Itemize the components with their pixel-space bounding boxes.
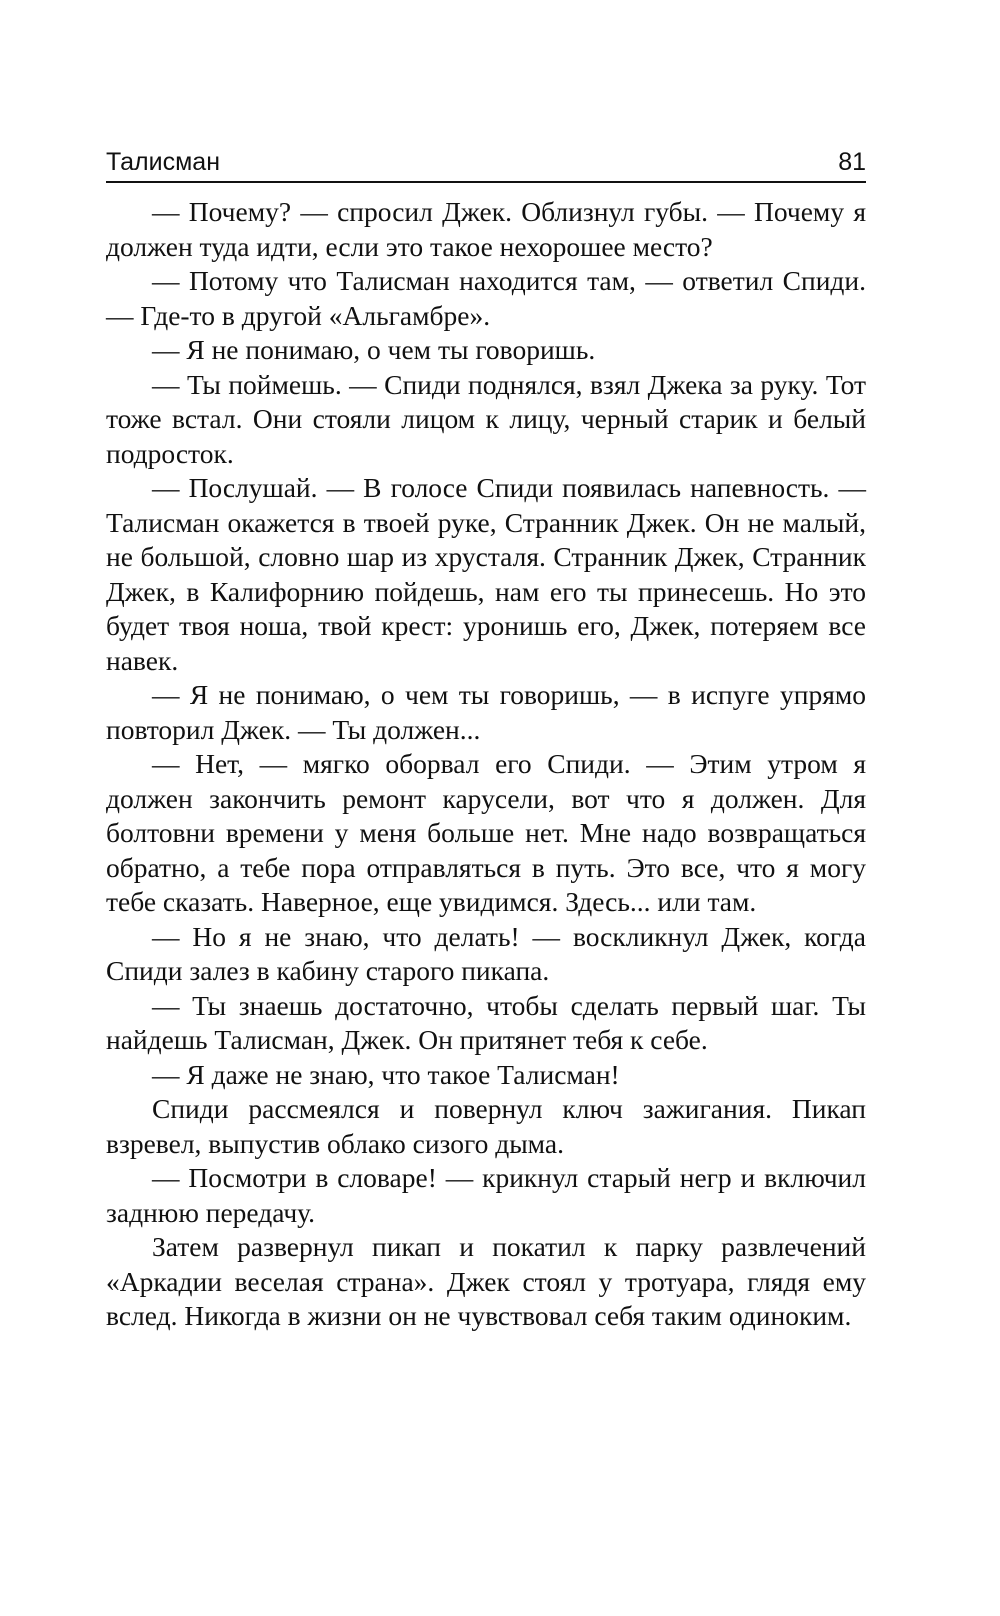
body-text	[106, 195, 866, 1334]
paragraph: — Ты поймешь. — Спиди поднялся, взял Джека за руку. Тот тоже встал. Они стояли лицом к лицу, черный старик и белый подросток.	[106, 368, 866, 469]
paragraph: — Нет, — мягко оборвал его Спиди. — Этим утром я должен закончить ремонт карусели, вот что я должен. Для болтовни времени у меня больше нет. Мне надо возвращаться обратно, а тебе пора отправляться в путь. Это все, что я могу тебе сказать. Наверное, еще увидимся. Здесь... или там.	[106, 748, 866, 917]
paragraph: — Но я не знаю, что делать! — воскликнул Джек, когда Спиди залез в кабину старого пикапа.	[106, 920, 866, 986]
paragraph: Спиди рассмеялся и повернул ключ зажигания. Пикап взревел, выпустив облако сизого дыма.	[106, 1093, 866, 1159]
paragraph: — Посмотри в словаре! — крикнул старый негр и включил заднюю передачу.	[106, 1162, 866, 1228]
page-number: 81	[838, 148, 866, 176]
paragraph: — Я не понимаю, о чем ты говоришь, — в испуге упрямо повторил Джек. — Ты должен...	[106, 679, 866, 745]
paragraph: — Потому что Талисман находится там, — ответил Спиди. — Где-то в другой «Альгамбре».	[106, 265, 866, 331]
paragraph: — Почему? — спросил Джек. Облизнул губы. — Почему я должен туда идти, если это такое нехорошее место?	[106, 196, 866, 262]
paragraph: — Я не понимаю, о чем ты говоришь.	[152, 334, 596, 365]
book-title: Талисман	[106, 148, 221, 176]
paragraph: — Я даже не знаю, что такое Талисман!	[152, 1058, 620, 1090]
paragraph: — Ты знаешь достаточно, чтобы сделать первый шаг. Ты найдешь Талисман, Джек. Он притянет тебя к себе.	[106, 989, 866, 1055]
book-page	[106, 148, 866, 1334]
paragraph: — Послушай. — В голосе Спиди появилась напевность. — Талисман окажется в твоей руке, Странник Джек. Он не малый, не большой, словно шар из хрусталя. Странник Джек, Странник Джек, в Калифорнию пойдешь, нам его ты принесешь. Но это будет твоя ноша, твой крест: уронишь его, Джек, потеряем все навек.	[106, 472, 866, 676]
running-head	[106, 148, 866, 183]
paragraph: Затем развернул пикап и покатил к парку развлечений «Аркадии веселая страна». Джек стоял у тротуара, глядя ему вслед. Никогда в жизни он не чувствовал себя таким одиноким.	[106, 1231, 866, 1331]
